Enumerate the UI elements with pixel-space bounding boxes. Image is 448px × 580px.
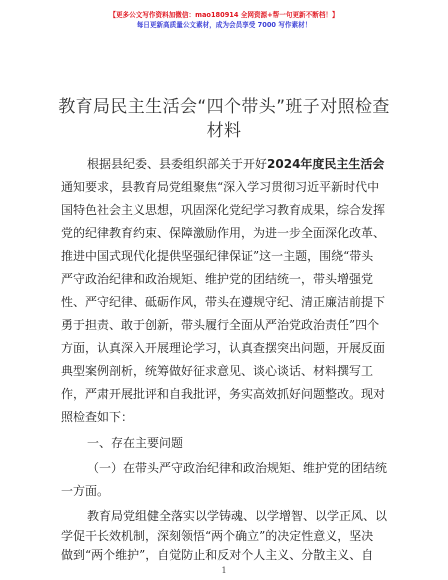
paragraph-1-line: 作，严肃开展批评和自我批评，务实高效抓好问题整改。现对: [61, 387, 386, 401]
paragraph-1-line: 照检查如下：: [61, 410, 134, 424]
paragraph-1-line: 通知要求，县教育局党组聚焦“深入学习贯彻习近平新时代中: [61, 180, 380, 194]
paragraph-1-line-1: [87, 157, 384, 171]
document-title-line-2: 材料: [206, 121, 242, 141]
promo-banner-blue: 每日更新高质量公文素材，成为会员享受 7000 写作素材！: [136, 21, 312, 29]
subsection-heading-line-2: 一方面。: [61, 484, 110, 498]
page-number: 1: [221, 566, 227, 575]
paragraph-2-line-2: 学促干长效机制，深刻领悟“两个确立”的决定性意义，坚决: [61, 529, 374, 543]
paragraph-1-line: 国特色社会主义思想，巩固深化党纪学习教育成果，综合发挥: [61, 203, 386, 217]
paragraph-1-line: 勇于担责、敢于创新，带头履行全面从严治党政治责任”四个: [61, 318, 380, 332]
paragraph-1-line: 党的纪律教育约束、保障激励作用，为进一步全面深化改革、: [61, 226, 386, 240]
paragraph-2-line-3: 做到“两个维护”，自觉防止和反对个人主义、分散主义、自: [61, 548, 374, 562]
paragraph-2-line-1: 教育局党组健全落实以学铸魂、以学增智、以学正风、以: [87, 509, 388, 523]
paragraph-1-line: 方面，认真深入开展理论学习，认真查摆突出问题，开展反面: [61, 341, 386, 355]
subsection-heading-line-1: （一）在带头严守政治纪律和政治规矩、维护党的团结统: [87, 461, 388, 475]
paragraph-1-line: 典型案例剖析，统筹做好征求意见、谈心谈话、材料撰写工: [61, 364, 374, 378]
paragraph-1-text: 根据县纪委、县委组织部关于开好: [87, 157, 268, 171]
paragraph-1-line: 严守政治纪律和政治规矩、维护党的团结统一，带头增强党: [61, 272, 374, 286]
paragraph-1-line: 推进中国式现代化提供坚强纪律保证”这一主题，围绕“带头: [61, 249, 374, 263]
highlight-meeting-name: 2024年度民主生活会: [267, 157, 385, 171]
paragraph-1-line: 性、严守纪律、砥砺作风，带头在遵规守纪、清正廉洁前提下: [61, 295, 386, 309]
document-title-line-1: 教育局民主生活会“四个带头”班子对照检查: [58, 97, 390, 117]
promo-banner-red: 【更多公文写作资料加微信：mao180914 全网资源+帮一句更新不断档！】: [109, 11, 339, 19]
section-heading-1: 一、存在主要问题: [87, 436, 184, 450]
